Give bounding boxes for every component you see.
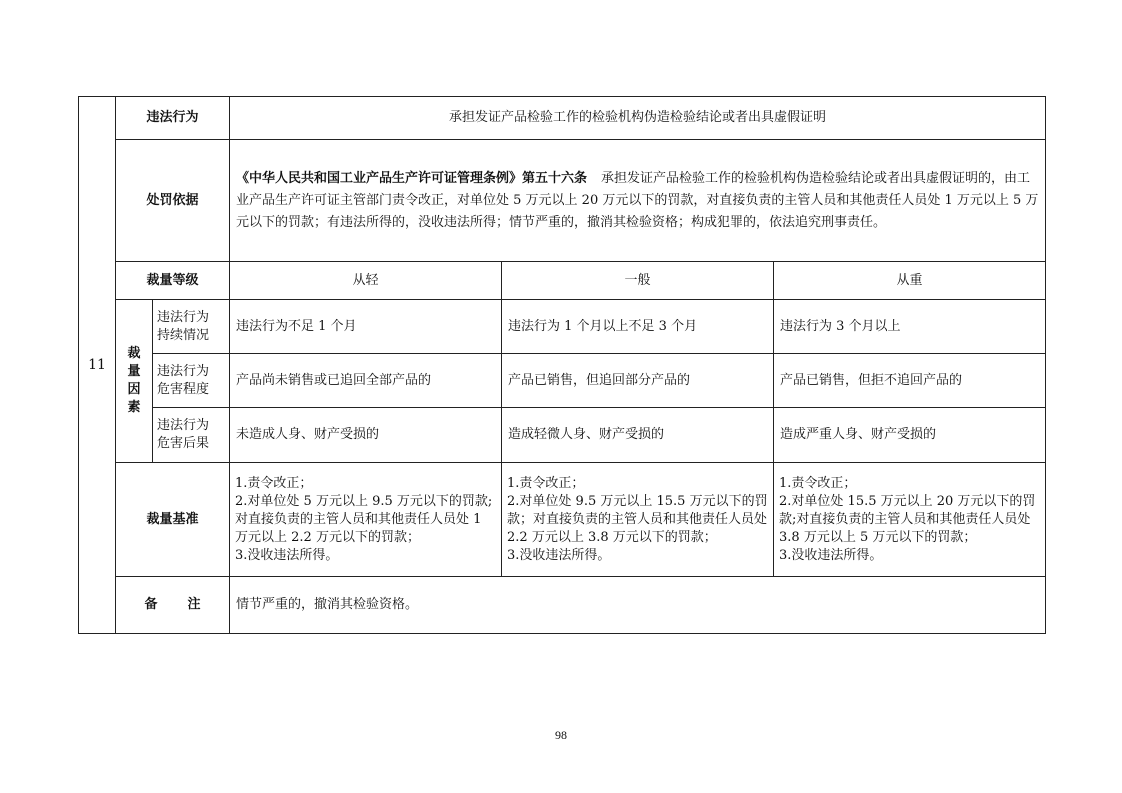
factor-row-degree: [79, 354, 1046, 408]
factors-label-char: 量: [127, 364, 141, 379]
factor-label-line: 违法行为: [157, 309, 210, 325]
violation-label: 违法行为: [116, 97, 230, 140]
remark-label: [116, 577, 230, 634]
remark-label-right: 注: [187, 597, 201, 612]
levels-label: 裁量等级: [116, 262, 230, 300]
level-normal: 一般: [502, 262, 774, 300]
factor-degree-normal: 产品已销售，但追回部分产品的: [502, 354, 774, 408]
violation-row: [79, 97, 1046, 140]
standard-light: 1.责令改正； 2.对单位处 5 万元以上 9.5 万元以下的罚款;对直接负责的主管人员和其他责任人员处 1 万元以上 2.2 万元以下的罚款； 3.没收违法所得。: [230, 463, 502, 577]
factor-duration-heavy: 违法行为 3 个月以上: [774, 300, 1046, 354]
remark-label-left: 备: [144, 597, 158, 612]
penalty-basis-label: 处罚依据: [116, 140, 230, 262]
penalty-discretion-table: [78, 96, 1046, 634]
factor-row-consequence: [79, 408, 1046, 463]
penalty-basis-text: 承担发证产品检验工作的检验机构伪造检验结论或者出具虚假证明的，由工业产品生产许可证主管部门责令改正，对单位处 5 万元以上 20 万元以下的罚款，对直接负责的主管人员和其他责任人员处 1 万元以上 5 万元以下的罚款；有违法所得的，没收违法所得；情节严重的，撤消其检验资格；构成犯罪的，依法追究刑事责任。: [236, 170, 1039, 230]
page-number: 98: [555, 728, 567, 742]
factor-degree-heavy: 产品已销售，但拒不追回产品的: [774, 354, 1046, 408]
standard-row: [79, 463, 1046, 577]
factor-label-line: 危害后果: [157, 436, 210, 451]
levels-row: [79, 262, 1046, 300]
violation-text: 承担发证产品检验工作的检验机构伪造检验结论或者出具虚假证明: [230, 97, 1046, 140]
penalty-basis-row: [79, 140, 1046, 262]
factors-label-char: 裁: [127, 346, 141, 361]
factor-consequence-light: 未造成人身、财产受损的: [230, 408, 502, 463]
factor-duration-normal: 违法行为 1 个月以上不足 3 个月: [502, 300, 774, 354]
level-heavy: 从重: [774, 262, 1046, 300]
factor-label-line: 违法行为: [157, 418, 210, 433]
factor-label-line: 危害程度: [157, 381, 210, 397]
factor-label-duration: [153, 300, 230, 354]
factor-label-line: 违法行为: [157, 363, 210, 379]
factor-duration-light: 违法行为不足 1 个月: [230, 300, 502, 354]
penalty-basis-cell: [230, 140, 1046, 262]
standard-label: 裁量基准: [116, 463, 230, 577]
factor-label-consequence: [153, 408, 230, 463]
remark-text: 情节严重的，撤消其检验资格。: [230, 577, 1046, 634]
factor-consequence-heavy: 造成严重人身、财产受损的: [774, 408, 1046, 463]
factor-consequence-normal: 造成轻微人身、财产受损的: [502, 408, 774, 463]
factor-degree-light: 产品尚未销售或已追回全部产品的: [230, 354, 502, 408]
level-light: 从轻: [230, 262, 502, 300]
factor-label-line: 持续情况: [157, 327, 210, 343]
standard-normal: 1.责令改正； 2.对单位处 9.5 万元以上 15.5 万元以下的罚款；对直接负责的主管人员和其他责任人员处 2.2 万元以上 3.8 万元以下的罚款； 3.没收违法所得。: [502, 463, 774, 577]
factors-label-char: 素: [127, 400, 141, 415]
remark-row: [79, 577, 1046, 634]
law-title: 《中华人民共和国工业产品生产许可证管理条例》第五十六条: [236, 170, 588, 186]
factors-label-char: 因: [127, 382, 141, 397]
factor-row-duration: [79, 300, 1046, 354]
item-number: 11: [79, 97, 116, 634]
factor-label-degree: [153, 354, 230, 408]
factors-label: [116, 300, 153, 463]
standard-heavy: 1.责令改正； 2.对单位处 15.5 万元以上 20 万元以下的罚款;对直接负责的主管人员和其他责任人员处 3.8 万元以上 5 万元以下的罚款； 3.没收违法所得。: [774, 463, 1046, 577]
